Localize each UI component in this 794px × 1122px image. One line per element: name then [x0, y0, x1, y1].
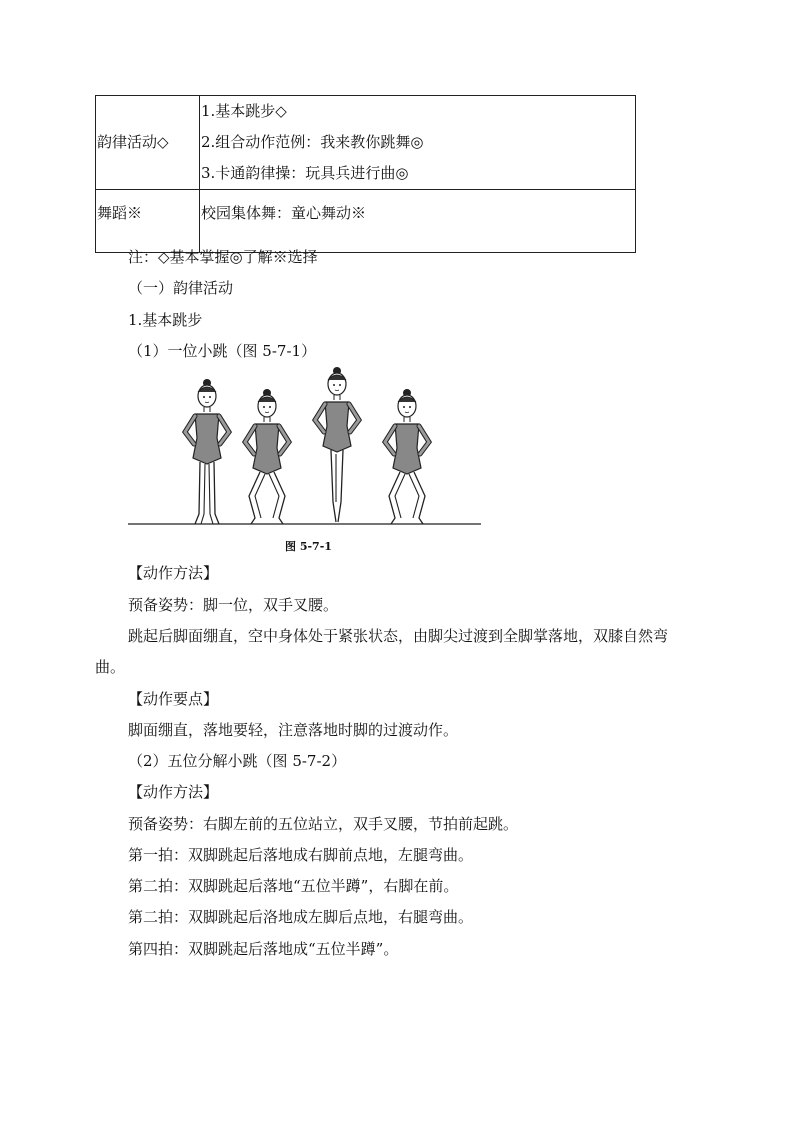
paragraph: 第二拍：双脚跳起后洛地成左脚后点地，右腿弯曲。 [128, 908, 474, 926]
paragraph: 第四拍：双脚跳起后落地成“五位半蹲”。 [128, 940, 399, 958]
section-heading: （一）韵律活动 [128, 279, 234, 297]
list-item: 校园集体舞：童心舞动※ [201, 204, 367, 222]
list-item: 1.基本跳步◇ [201, 102, 287, 120]
paragraph: 曲。 [95, 658, 126, 676]
paragraph: 第一拍：双脚跳起后落地成右脚前点地，左腿弯曲。 [128, 846, 474, 864]
table-items-cell [200, 190, 636, 253]
paragraph: 跳起后脚面绷直，空中身体处于紧张状态，由脚尖过渡到全脚掌落地，双膝自然弯 [128, 627, 669, 645]
list-item: 2.组合动作范例：我来教你跳舞◎ [201, 133, 424, 151]
dancers-illustration [125, 366, 485, 556]
sub-heading: 1.基本跳步 [128, 311, 203, 329]
key-points-heading: 【动作要点】 [128, 690, 219, 708]
table-items-cell [200, 96, 636, 190]
paragraph: 第二拍：双脚跳起后落地“五位半蹲”，右脚在前。 [128, 877, 459, 895]
method-heading: 【动作方法】 [128, 564, 219, 582]
table-row [96, 96, 636, 190]
paragraph: 预备姿势：右脚左前的五位站立，双手叉腰，节拍前起跳。 [128, 815, 519, 833]
paragraph: 脚面绷直，落地要轻，注意落地时脚的过渡动作。 [128, 721, 459, 739]
table-row [96, 190, 636, 253]
figure-caption: 图 5-7-1 [285, 540, 332, 553]
paragraph: 预备姿势：脚一位，双手叉腰。 [128, 596, 339, 614]
table-category-cell: 韵律活动◇ [96, 96, 200, 190]
list-item: 3.卡通韵律操：玩具兵进行曲◎ [201, 164, 409, 182]
item-title: （2）五位分解小跳（图 5-7-2） [128, 752, 347, 770]
item-title: （1）一位小跳（图 5-7-1） [128, 342, 317, 360]
table-category-cell: 舞蹈※ [96, 190, 200, 253]
method-heading: 【动作方法】 [128, 783, 219, 801]
curriculum-table [95, 95, 636, 253]
legend-note: 注：◇基本掌握◎了解※选择 [128, 248, 318, 266]
